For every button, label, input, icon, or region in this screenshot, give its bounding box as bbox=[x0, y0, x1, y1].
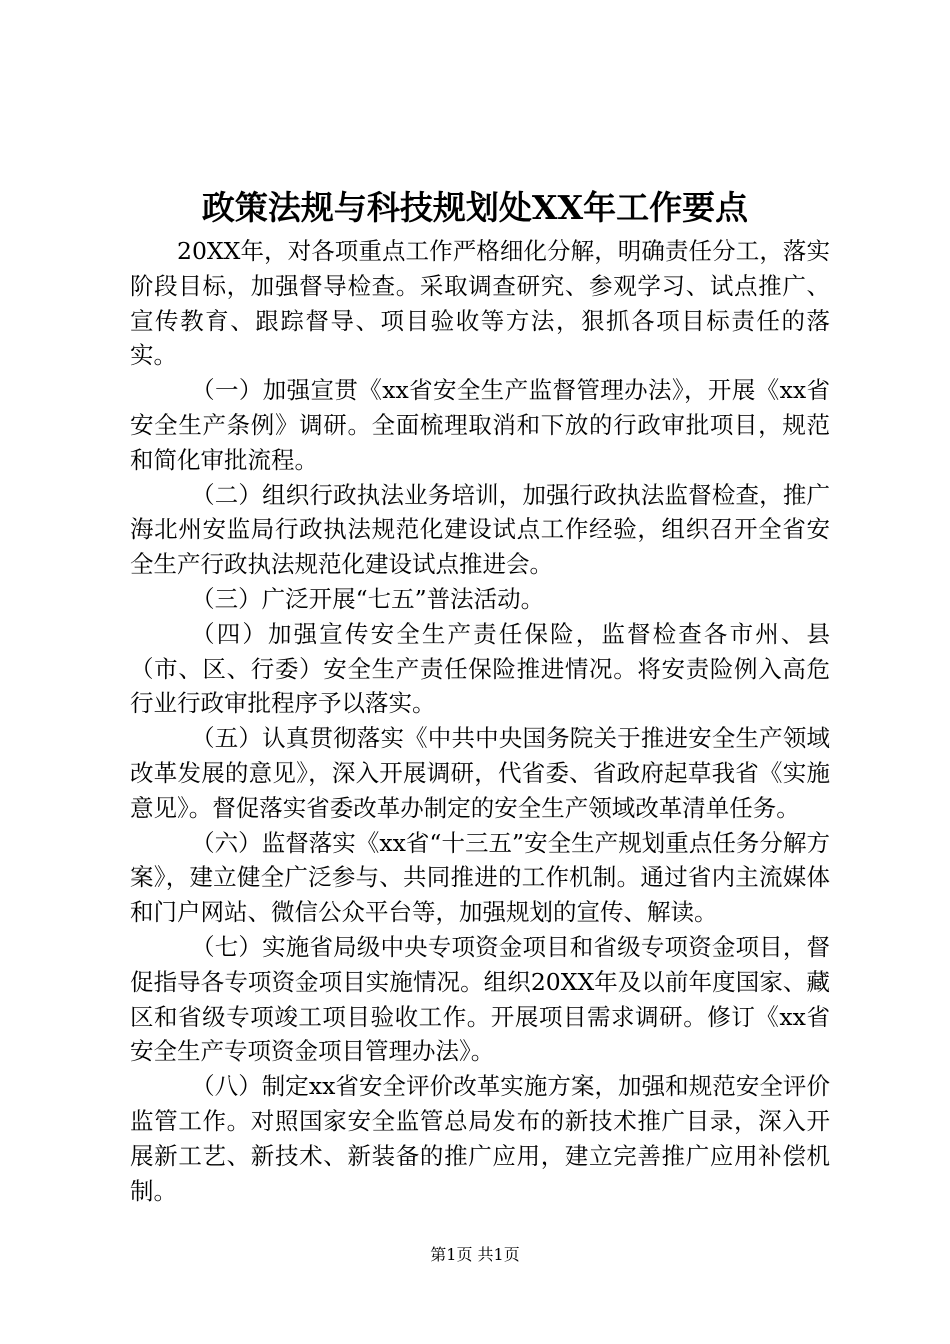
paragraph-item-7: （七）实施省局级中央专项资金项目和省级专项资金项目，督促指导各专项资金项目实施情况。组织20XX年及以前年度国家、藏区和省级专项竣工项目验收工作。开展项目需求调研。修订《xx省安全生产专项资金项目管理办法》。 bbox=[130, 932, 830, 1066]
paragraph-item-6: （六）监督落实《xx省“十三五”安全生产规划重点任务分解方案》，建立健全广泛参与、共同推进的工作机制。通过省内主流媒体和门户网站、微信公众平台等，加强规划的宣传、解读。 bbox=[130, 828, 830, 927]
page-footer: 第1页 共1页 bbox=[430, 1245, 520, 1264]
paragraph-item-3: （三）广泛开展“七五”普法活动。 bbox=[191, 584, 545, 613]
paragraph-item-8: （八）制定xx省安全评价改革实施方案，加强和规范安全评价监管工作。对照国家安全监管总局发布的新技术推广目录，深入开展新工艺、新技术、新装备的推广应用，建立完善推广应用补偿机制。 bbox=[130, 1072, 830, 1205]
paragraph-item-2: （二）组织行政执法业务培训，加强行政执法监督检查，推广海北州安监局行政执法规范化建设试点工作经验，组织召开全省安全生产行政执法规范化建设试点推进会。 bbox=[130, 480, 830, 579]
paragraph-item-5: （五）认真贯彻落实《中共中央国务院关于推进安全生产领域改革发展的意见》，深入开展调研，代省委、省政府起草我省《实施意见》。督促落实省委改革办制定的安全生产领域改革清单任务。 bbox=[130, 724, 830, 822]
paragraph-intro: 20XX年，对各项重点工作严格细化分解，明确责任分工，落实阶段目标，加强督导检查。采取调查研究、参观学习、试点推广、宣传教育、跟踪督导、项目验收等方法，狠抓各项目标责任的落实。 bbox=[130, 237, 830, 370]
paragraph-item-1: （一）加强宣贯《xx省安全生产监督管理办法》，开展《xx省安全生产条例》调研。全面梳理取消和下放的行政审批项目，规范和简化审批流程。 bbox=[130, 376, 830, 474]
document-body bbox=[130, 234, 830, 1208]
document-title: 政策法规与科技规划处XX年工作要点 bbox=[201, 188, 749, 227]
paragraph-item-4: （四）加强宣传安全生产责任保险，监督检查各市州、县（市、区、行委）安全生产责任保险推进情况。将安责险例入高危行业行政审批程序予以落实。 bbox=[130, 619, 830, 718]
